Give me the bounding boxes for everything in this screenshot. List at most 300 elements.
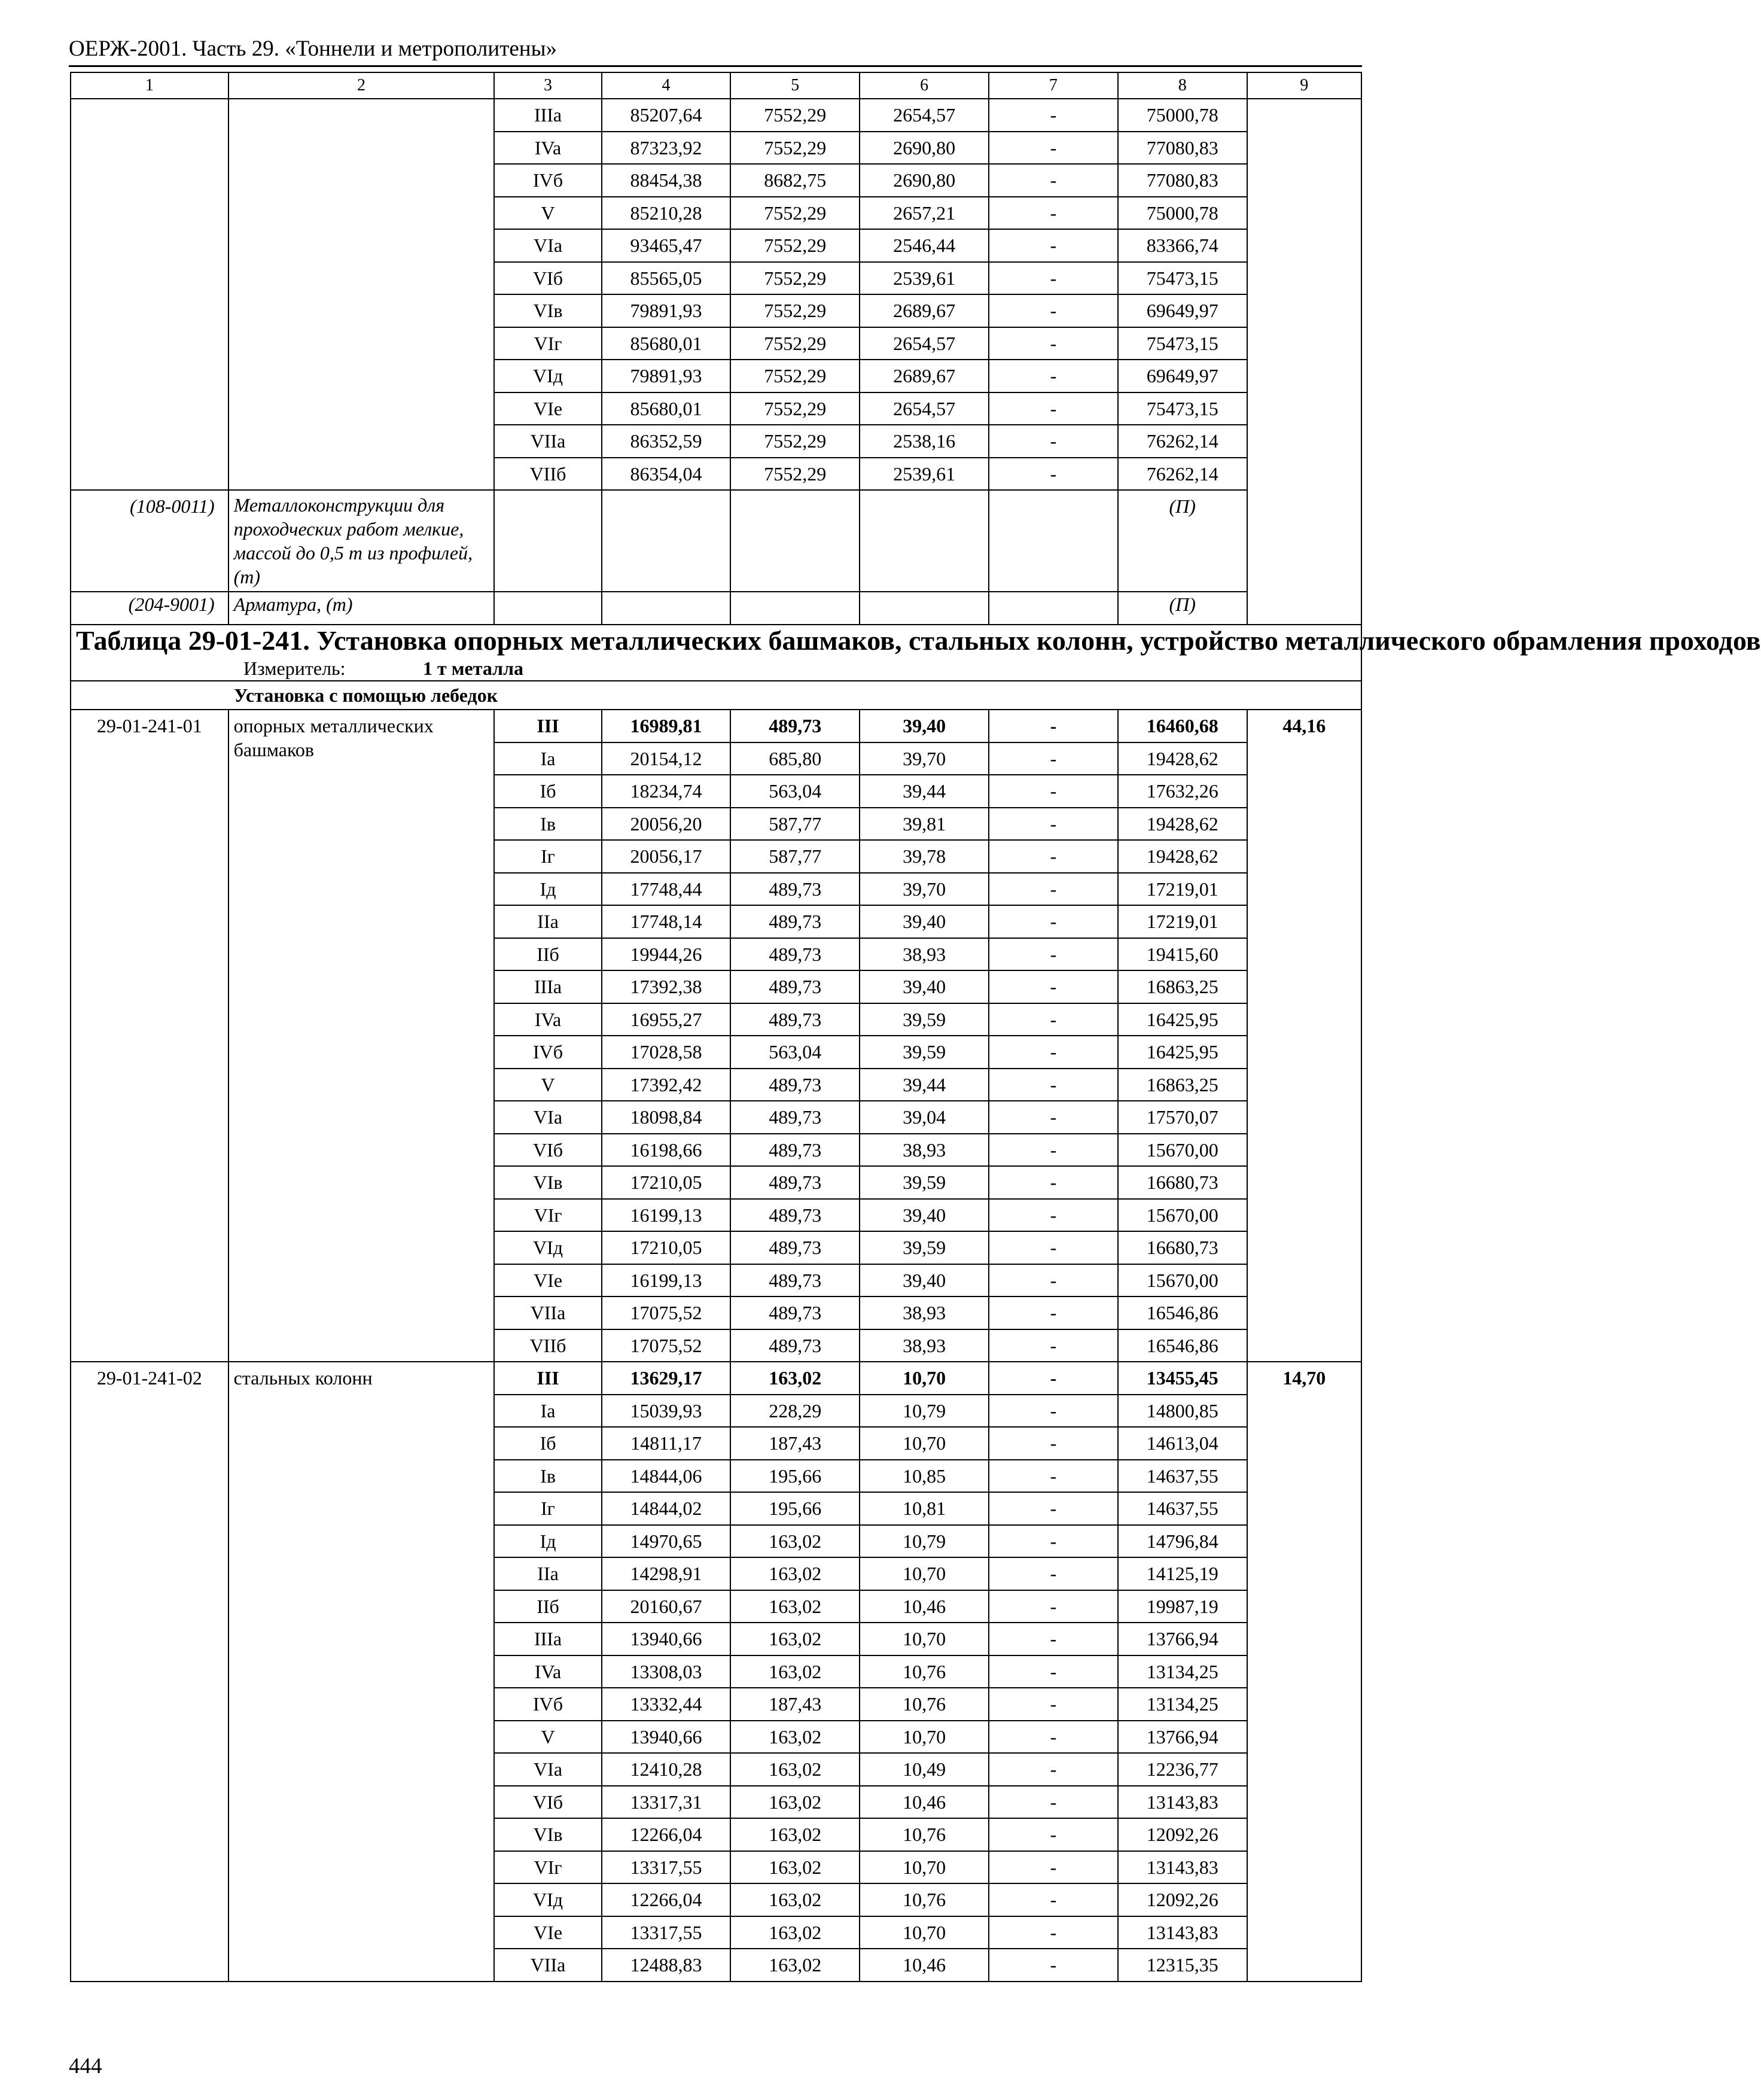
machinist-wages-cell: - (989, 132, 1118, 165)
machinery-cell: 10,79 (860, 1525, 989, 1558)
machinery-cell: 2538,16 (860, 425, 989, 458)
wages-cell: 7552,29 (730, 99, 860, 132)
machinery-cell: 10,70 (860, 1721, 989, 1754)
resource-empty-cell (860, 490, 989, 592)
materials-cell: 75473,15 (1118, 262, 1247, 295)
materials-cell: 75000,78 (1118, 99, 1247, 132)
machinist-wages-cell: - (989, 742, 1118, 775)
machinist-wages-cell: - (989, 1264, 1118, 1297)
materials-cell: 16425,95 (1118, 1036, 1247, 1069)
zone-cell: III (494, 1362, 601, 1395)
materials-cell: 17632,26 (1118, 775, 1247, 808)
materials-cell: 13766,94 (1118, 1623, 1247, 1655)
machinery-cell: 2689,67 (860, 294, 989, 327)
machinist-wages-cell: - (989, 1721, 1118, 1754)
zone-cell: Iд (494, 1525, 601, 1558)
resource-code-cell: (204-9001) (71, 592, 228, 625)
wages-cell: 489,73 (730, 1199, 860, 1232)
wages-cell: 587,77 (730, 840, 860, 873)
total-cost-cell: 17392,38 (602, 970, 731, 1003)
materials-cell: 16546,86 (1118, 1329, 1247, 1362)
total-cost-cell: 93465,47 (602, 229, 731, 262)
total-cost-cell: 88454,38 (602, 164, 731, 197)
wages-cell: 563,04 (730, 1036, 860, 1069)
machinery-cell: 2539,61 (860, 262, 989, 295)
wages-cell: 163,02 (730, 1655, 860, 1688)
total-cost-cell: 79891,93 (602, 360, 731, 392)
total-cost-cell: 18098,84 (602, 1101, 731, 1134)
zone-cell: Ia (494, 742, 601, 775)
machinery-cell: 38,93 (860, 1134, 989, 1167)
total-cost-cell: 85210,28 (602, 197, 731, 230)
total-cost-cell: 20160,67 (602, 1590, 731, 1623)
machinery-cell: 39,70 (860, 742, 989, 775)
machinist-wages-cell: - (989, 1557, 1118, 1590)
zone-cell: IVa (494, 132, 601, 165)
materials-cell: 13134,25 (1118, 1688, 1247, 1721)
machinist-wages-cell: - (989, 1329, 1118, 1362)
total-cost-cell: 85680,01 (602, 392, 731, 425)
machinist-wages-cell: - (989, 1688, 1118, 1721)
zone-cell: VIв (494, 1818, 601, 1851)
wages-cell: 163,02 (730, 1557, 860, 1590)
machinist-wages-cell: - (989, 197, 1118, 230)
materials-cell: 75473,15 (1118, 327, 1247, 360)
total-cost-cell: 16199,13 (602, 1264, 731, 1297)
total-cost-cell: 13940,66 (602, 1721, 731, 1754)
total-cost-cell: 13940,66 (602, 1623, 731, 1655)
machinist-wages-cell: - (989, 1818, 1118, 1851)
resource-empty-cell (989, 592, 1118, 625)
materials-cell: 16425,95 (1118, 1003, 1247, 1036)
machinery-cell: 39,78 (860, 840, 989, 873)
wages-cell: 489,73 (730, 1166, 860, 1199)
zone-cell: VIг (494, 1199, 601, 1232)
zone-cell: VIe (494, 1916, 601, 1949)
table-row (71, 1362, 1361, 1395)
rate-code-cell: 29-01-241-02 (71, 1362, 228, 1982)
total-cost-cell: 86352,59 (602, 425, 731, 458)
zone-cell: Iб (494, 775, 601, 808)
zone-cell: VIб (494, 1786, 601, 1819)
materials-cell: 19987,19 (1118, 1590, 1247, 1623)
zone-cell: IIa (494, 1557, 601, 1590)
materials-cell: 69649,97 (1118, 294, 1247, 327)
zone-cell: V (494, 1069, 601, 1101)
materials-cell: 15670,00 (1118, 1264, 1247, 1297)
materials-cell: 19428,62 (1118, 840, 1247, 873)
materials-cell: 19428,62 (1118, 808, 1247, 841)
table-title: Таблица 29-01-241. Установка опорных металлических башмаков, стальных колонн, устройство металлического обрамления проходов (71, 625, 1361, 657)
machinery-cell: 39,59 (860, 1003, 989, 1036)
materials-cell: 14796,84 (1118, 1525, 1247, 1558)
wages-cell: 7552,29 (730, 392, 860, 425)
column-number-cell: 6 (860, 72, 989, 99)
machinist-wages-cell: - (989, 392, 1118, 425)
zone-cell: VIIб (494, 1329, 601, 1362)
machinist-wages-cell: - (989, 327, 1118, 360)
subheader-row (71, 681, 1361, 710)
resource-empty-cell (730, 592, 860, 625)
zone-cell: IIa (494, 905, 601, 938)
machinery-cell: 10,76 (860, 1688, 989, 1721)
machinist-wages-cell: - (989, 99, 1118, 132)
machinery-cell: 2654,57 (860, 99, 989, 132)
wages-cell: 7552,29 (730, 229, 860, 262)
machinery-cell: 2690,80 (860, 164, 989, 197)
zone-cell: IVб (494, 164, 601, 197)
resource-empty-cell (602, 592, 731, 625)
machinist-wages-cell: - (989, 1655, 1118, 1688)
column-number-row (71, 72, 1361, 99)
machinist-wages-cell: - (989, 458, 1118, 491)
machinist-wages-cell: - (989, 294, 1118, 327)
machinist-wages-cell: - (989, 1231, 1118, 1264)
zone-cell: VIe (494, 392, 601, 425)
machinery-cell: 2689,67 (860, 360, 989, 392)
wages-cell: 7552,29 (730, 294, 860, 327)
materials-cell: 13134,25 (1118, 1655, 1247, 1688)
total-cost-cell: 13332,44 (602, 1688, 731, 1721)
zone-cell: VIб (494, 1134, 601, 1167)
machinist-wages-cell: - (989, 873, 1118, 906)
zone-cell: VIд (494, 360, 601, 392)
measure-row (71, 656, 1361, 681)
zone-cell: III (494, 710, 601, 742)
machinist-wages-cell: - (989, 1460, 1118, 1493)
header-rule (69, 65, 1362, 67)
machinery-cell: 10,49 (860, 1753, 989, 1786)
machinist-wages-cell: - (989, 1492, 1118, 1525)
wages-cell: 7552,29 (730, 262, 860, 295)
total-cost-cell: 13317,55 (602, 1851, 731, 1884)
zone-cell: Iв (494, 808, 601, 841)
wages-cell: 163,02 (730, 1753, 860, 1786)
machinist-wages-cell: - (989, 1590, 1118, 1623)
total-cost-cell: 20154,12 (602, 742, 731, 775)
zone-cell: IIIa (494, 1623, 601, 1655)
machinist-wages-cell: - (989, 1525, 1118, 1558)
wages-cell: 163,02 (730, 1851, 860, 1884)
zone-cell: V (494, 197, 601, 230)
materials-cell: 13143,83 (1118, 1851, 1247, 1884)
machinery-cell: 39,40 (860, 1264, 989, 1297)
machinery-cell: 38,93 (860, 1296, 989, 1329)
total-cost-cell: 17210,05 (602, 1231, 731, 1264)
wages-cell: 489,73 (730, 905, 860, 938)
machinery-cell: 2546,44 (860, 229, 989, 262)
rates-table-body (71, 72, 1761, 1982)
resource-unit-cell: (П) (1118, 592, 1247, 625)
materials-cell: 75000,78 (1118, 197, 1247, 230)
machinery-cell: 10,70 (860, 1427, 989, 1460)
total-cost-cell: 16989,81 (602, 710, 731, 742)
zone-cell: Iг (494, 1492, 601, 1525)
wages-cell: 489,73 (730, 1134, 860, 1167)
zone-cell: VIe (494, 1264, 601, 1297)
materials-cell: 15670,00 (1118, 1134, 1247, 1167)
machinery-cell: 2690,80 (860, 132, 989, 165)
machinist-wages-cell: - (989, 808, 1118, 841)
table-title-row (71, 625, 1361, 657)
machinist-wages-cell: - (989, 775, 1118, 808)
machinist-wages-cell: - (989, 1069, 1118, 1101)
materials-cell: 17219,01 (1118, 873, 1247, 906)
zone-cell: IVб (494, 1036, 601, 1069)
machinery-cell: 39,44 (860, 1069, 989, 1101)
machinist-wages-cell: - (989, 1949, 1118, 1982)
machinist-wages-cell: - (989, 262, 1118, 295)
materials-cell: 76262,14 (1118, 458, 1247, 491)
materials-cell: 77080,83 (1118, 164, 1247, 197)
total-cost-cell: 17748,44 (602, 873, 731, 906)
wages-cell: 195,66 (730, 1492, 860, 1525)
machinery-cell: 39,40 (860, 710, 989, 742)
zone-cell: VIг (494, 1851, 601, 1884)
total-cost-cell: 14970,65 (602, 1525, 731, 1558)
machinist-wages-cell: - (989, 1362, 1118, 1395)
rate-name-cell: стальных колонн (228, 1362, 495, 1982)
materials-cell: 77080,83 (1118, 132, 1247, 165)
machinist-wages-cell: - (989, 1166, 1118, 1199)
machinery-cell: 10,76 (860, 1818, 989, 1851)
machinist-wages-cell: - (989, 938, 1118, 971)
labor-cell-empty (1247, 99, 1361, 625)
materials-cell: 16460,68 (1118, 710, 1247, 742)
machinist-wages-cell: - (989, 1296, 1118, 1329)
wages-cell: 489,73 (730, 1101, 860, 1134)
resource-empty-cell (602, 490, 731, 592)
materials-cell: 19428,62 (1118, 742, 1247, 775)
materials-cell: 15670,00 (1118, 1199, 1247, 1232)
wages-cell: 163,02 (730, 1362, 860, 1395)
wages-cell: 489,73 (730, 1329, 860, 1362)
wages-cell: 163,02 (730, 1818, 860, 1851)
total-cost-cell: 14298,91 (602, 1557, 731, 1590)
total-cost-cell: 12410,28 (602, 1753, 731, 1786)
machinist-wages-cell: - (989, 360, 1118, 392)
materials-cell: 16680,73 (1118, 1231, 1247, 1264)
wages-cell: 7552,29 (730, 132, 860, 165)
wages-cell: 489,73 (730, 710, 860, 742)
total-cost-cell: 85207,64 (602, 99, 731, 132)
resource-empty-cell (730, 490, 860, 592)
resource-empty-cell (494, 592, 601, 625)
wages-cell: 163,02 (730, 1786, 860, 1819)
page-number: 444 (69, 2054, 102, 2078)
column-number-cell: 9 (1247, 72, 1361, 99)
machinery-cell: 2654,57 (860, 392, 989, 425)
measure-value: 1 т металла (423, 658, 524, 679)
code-cell-empty (71, 99, 228, 490)
machinery-cell: 10,46 (860, 1590, 989, 1623)
machinist-wages-cell: - (989, 1003, 1118, 1036)
page-header-title: ОЕРЖ-2001. Часть 29. «Тоннели и метрополитены» (69, 36, 557, 61)
zone-cell: Ia (494, 1395, 601, 1428)
machinist-wages-cell: - (989, 1916, 1118, 1949)
wages-cell: 8682,75 (730, 164, 860, 197)
materials-cell: 14637,55 (1118, 1460, 1247, 1493)
zone-cell: IVa (494, 1003, 601, 1036)
machinist-wages-cell: - (989, 1851, 1118, 1884)
machinery-cell: 10,70 (860, 1623, 989, 1655)
machinist-wages-cell: - (989, 1786, 1118, 1819)
wages-cell: 163,02 (730, 1590, 860, 1623)
zone-cell: VIa (494, 229, 601, 262)
materials-cell: 17219,01 (1118, 905, 1247, 938)
column-number-cell: 7 (989, 72, 1118, 99)
machinery-cell: 2539,61 (860, 458, 989, 491)
resource-row (71, 592, 1361, 625)
machinery-cell: 39,59 (860, 1036, 989, 1069)
wages-cell: 489,73 (730, 1231, 860, 1264)
machinery-cell: 39,04 (860, 1101, 989, 1134)
total-cost-cell: 85565,05 (602, 262, 731, 295)
total-cost-cell: 20056,20 (602, 808, 731, 841)
machinist-wages-cell: - (989, 1883, 1118, 1916)
machinery-cell: 10,85 (860, 1460, 989, 1493)
machinist-wages-cell: - (989, 1199, 1118, 1232)
wages-cell: 587,77 (730, 808, 860, 841)
materials-cell: 75473,15 (1118, 392, 1247, 425)
zone-cell: Iг (494, 840, 601, 873)
resource-empty-cell (494, 490, 601, 592)
zone-cell: VIв (494, 1166, 601, 1199)
machinist-wages-cell: - (989, 425, 1118, 458)
total-cost-cell: 13629,17 (602, 1362, 731, 1395)
wages-cell: 489,73 (730, 873, 860, 906)
wages-cell: 228,29 (730, 1395, 860, 1428)
resource-row (71, 490, 1361, 592)
zone-cell: IIб (494, 938, 601, 971)
total-cost-cell: 14811,17 (602, 1427, 731, 1460)
machinery-cell: 10,70 (860, 1362, 989, 1395)
materials-cell: 17570,07 (1118, 1101, 1247, 1134)
column-number-cell: 2 (228, 72, 495, 99)
total-cost-cell: 87323,92 (602, 132, 731, 165)
wages-cell: 489,73 (730, 1069, 860, 1101)
wages-cell: 195,66 (730, 1460, 860, 1493)
wages-cell: 163,02 (730, 1883, 860, 1916)
zone-cell: Iд (494, 873, 601, 906)
materials-cell: 16546,86 (1118, 1296, 1247, 1329)
materials-cell: 83366,74 (1118, 229, 1247, 262)
zone-cell: VIг (494, 327, 601, 360)
machinist-wages-cell: - (989, 1134, 1118, 1167)
machinery-cell: 39,40 (860, 1199, 989, 1232)
wages-cell: 7552,29 (730, 327, 860, 360)
total-cost-cell: 12488,83 (602, 1949, 731, 1982)
zone-cell: VIIa (494, 425, 601, 458)
machinery-cell: 2657,21 (860, 197, 989, 230)
machinery-cell: 39,81 (860, 808, 989, 841)
zone-cell: Iб (494, 1427, 601, 1460)
materials-cell: 13455,45 (1118, 1362, 1247, 1395)
zone-cell: IIб (494, 1590, 601, 1623)
zone-cell: VIв (494, 294, 601, 327)
column-number-cell: 4 (602, 72, 731, 99)
total-cost-cell: 12266,04 (602, 1883, 731, 1916)
labor-cost-cell: 14,70 (1247, 1362, 1361, 1982)
machinery-cell: 10,70 (860, 1916, 989, 1949)
wages-cell: 563,04 (730, 775, 860, 808)
machinery-cell: 39,44 (860, 775, 989, 808)
total-cost-cell: 79891,93 (602, 294, 731, 327)
machinery-cell: 39,59 (860, 1166, 989, 1199)
zone-cell: VIд (494, 1883, 601, 1916)
materials-cell: 14800,85 (1118, 1395, 1247, 1428)
machinery-cell: 2654,57 (860, 327, 989, 360)
column-number-cell: 1 (71, 72, 228, 99)
materials-cell: 16680,73 (1118, 1166, 1247, 1199)
materials-cell: 14125,19 (1118, 1557, 1247, 1590)
total-cost-cell: 13308,03 (602, 1655, 731, 1688)
resource-empty-cell (989, 490, 1118, 592)
machinist-wages-cell: - (989, 1395, 1118, 1428)
machinery-cell: 10,76 (860, 1655, 989, 1688)
total-cost-cell: 20056,17 (602, 840, 731, 873)
machinery-cell: 38,93 (860, 1329, 989, 1362)
materials-cell: 14637,55 (1118, 1492, 1247, 1525)
wages-cell: 7552,29 (730, 360, 860, 392)
wages-cell: 163,02 (730, 1721, 860, 1754)
machinery-cell: 39,59 (860, 1231, 989, 1264)
column-number-cell: 8 (1118, 72, 1247, 99)
wages-cell: 7552,29 (730, 425, 860, 458)
total-cost-cell: 17075,52 (602, 1296, 731, 1329)
rate-name-cell: опорных металлических башмаков (228, 710, 495, 1362)
wages-cell: 7552,29 (730, 458, 860, 491)
total-cost-cell: 18234,74 (602, 775, 731, 808)
machinery-cell: 38,93 (860, 938, 989, 971)
machinist-wages-cell: - (989, 970, 1118, 1003)
resource-desc-cell: Арматура, (т) (228, 592, 495, 625)
zone-cell: VIд (494, 1231, 601, 1264)
machinist-wages-cell: - (989, 1427, 1118, 1460)
materials-cell: 12092,26 (1118, 1818, 1247, 1851)
column-number-cell: 3 (494, 72, 601, 99)
total-cost-cell: 17748,14 (602, 905, 731, 938)
zone-cell: VIб (494, 262, 601, 295)
total-cost-cell: 16955,27 (602, 1003, 731, 1036)
machinist-wages-cell: - (989, 1753, 1118, 1786)
wages-cell: 489,73 (730, 1003, 860, 1036)
wages-cell: 187,43 (730, 1427, 860, 1460)
total-cost-cell: 17392,42 (602, 1069, 731, 1101)
resource-unit-cell: (П) (1118, 490, 1247, 592)
machinist-wages-cell: - (989, 229, 1118, 262)
rates-table (70, 72, 1761, 1982)
materials-cell: 16863,25 (1118, 1069, 1247, 1101)
total-cost-cell: 16199,13 (602, 1199, 731, 1232)
total-cost-cell: 15039,93 (602, 1395, 731, 1428)
materials-cell: 19415,60 (1118, 938, 1247, 971)
wages-cell: 489,73 (730, 970, 860, 1003)
total-cost-cell: 16198,66 (602, 1134, 731, 1167)
total-cost-cell: 12266,04 (602, 1818, 731, 1851)
materials-cell: 14613,04 (1118, 1427, 1247, 1460)
machinery-cell: 10,70 (860, 1851, 989, 1884)
materials-cell: 69649,97 (1118, 360, 1247, 392)
wages-cell: 163,02 (730, 1525, 860, 1558)
materials-cell: 12315,35 (1118, 1949, 1247, 1982)
machinist-wages-cell: - (989, 1036, 1118, 1069)
materials-cell: 13143,83 (1118, 1786, 1247, 1819)
zone-cell: VIa (494, 1753, 601, 1786)
total-cost-cell: 13317,31 (602, 1786, 731, 1819)
machinery-cell: 39,40 (860, 905, 989, 938)
machinist-wages-cell: - (989, 1623, 1118, 1655)
